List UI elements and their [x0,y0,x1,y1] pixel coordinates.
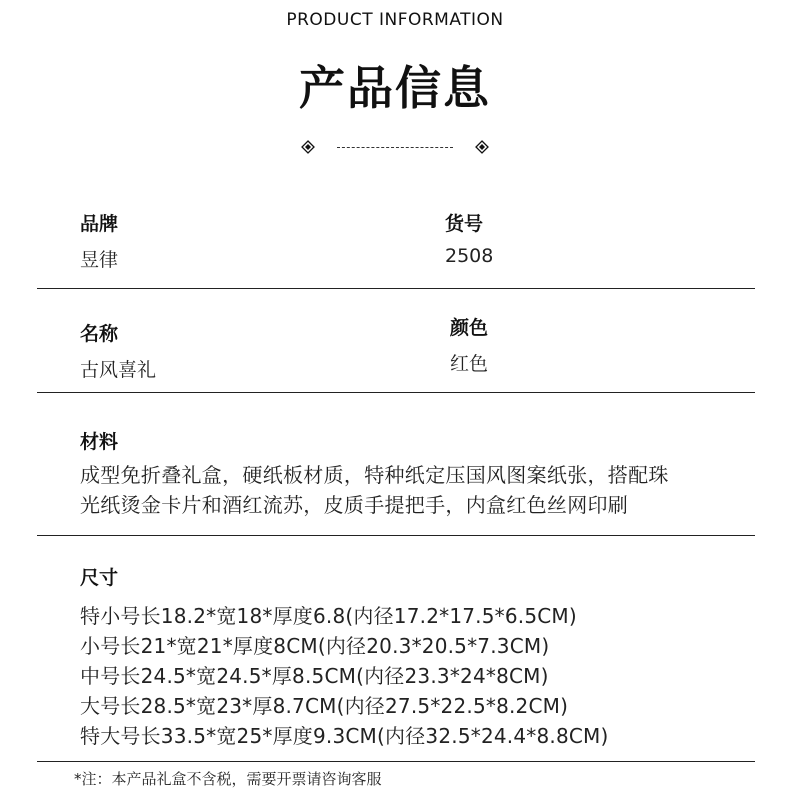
divider [37,535,755,536]
size-label: 尺寸 [80,567,119,589]
divider [37,392,755,393]
size-line: 中号长24.5*宽24.5*厚8.5CM(内径23.3*24*8CM) [80,664,549,688]
name-label: 名称 [80,323,119,345]
title-ornament [0,136,790,158]
divider [37,761,755,762]
page-title: 产品信息 [299,61,491,115]
dashed-line [337,147,453,148]
size-line: 特大号长33.5*宽25*厚度9.3CM(内径32.5*24.4*8.8CM) [80,724,609,748]
color-value: 红色 [450,353,489,375]
material-line: 成型免折叠礼盒，硬纸板材质，特种纸定压国风图案纸张，搭配珠 [80,463,669,487]
item-no-value: 2508 [445,245,494,267]
size-line: 大号长28.5*宽23*厚8.7CM(内径27.5*22.5*8.2CM) [80,694,569,718]
size-line: 特小号长18.2*宽18*厚度6.8(内径17.2*17.5*6.5CM) [80,604,577,628]
brand-value: 昱律 [80,249,119,271]
english-title: PRODUCT INFORMATION [286,10,504,30]
name-value: 古风喜礼 [80,359,157,381]
color-label: 颜色 [450,317,489,339]
diamond-icon [475,140,489,154]
divider [37,288,755,289]
item-no-label: 货号 [445,213,484,235]
size-line: 小号长21*宽21*厚度8CM(内径20.3*20.5*7.3CM) [80,634,550,658]
material-label: 材料 [80,431,119,453]
diamond-icon [301,140,315,154]
footnote: *注：本产品礼盒不含税，需要开票请咨询客服 [74,770,382,788]
brand-label: 品牌 [80,213,119,235]
material-line: 光纸烫金卡片和酒红流苏，皮质手提把手，内盒红色丝网印刷 [80,493,629,517]
